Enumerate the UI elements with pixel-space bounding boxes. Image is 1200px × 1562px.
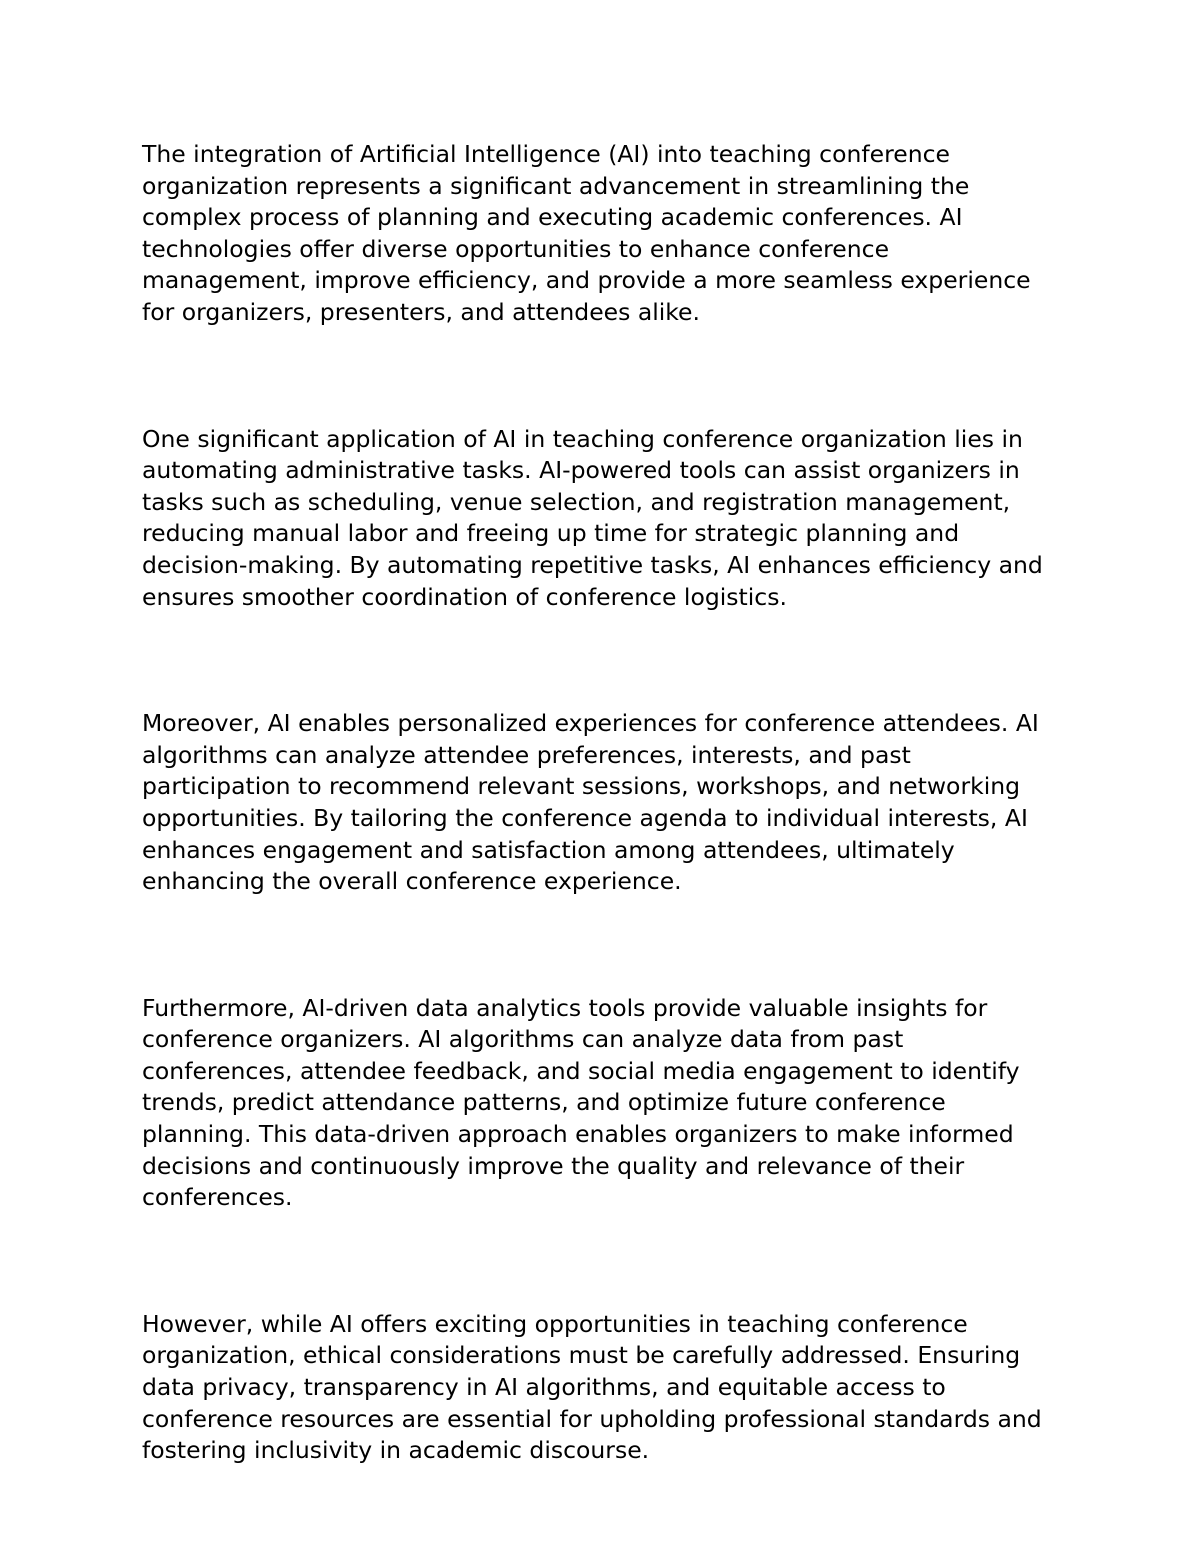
text-line: Moreover, AI enables personalized experiences for conference attendees. AI xyxy=(142,709,1039,738)
paragraph-analytics xyxy=(142,993,1082,1214)
text-line: complex process of planning and executing academic conferences. AI xyxy=(142,203,963,232)
text-line: Furthermore, AI-driven data analytics tools provide valuable insights for xyxy=(142,993,988,1022)
text-line: automating administrative tasks. AI-powered tools can assist organizers in xyxy=(142,456,1020,485)
text-line: data privacy, transparency in AI algorithms, and equitable access to xyxy=(142,1373,946,1402)
paragraph-ethics xyxy=(142,1309,1082,1467)
text-line: One significant application of AI in teaching conference organization lies in xyxy=(142,424,1023,453)
document-body xyxy=(142,139,1082,1562)
text-line: technologies offer diverse opportunities to enhance conference xyxy=(142,234,890,263)
text-line: organization represents a significant advancement in streamlining the xyxy=(142,171,970,200)
text-line: conferences. xyxy=(142,1183,293,1212)
text-line: tasks such as scheduling, venue selection, and registration management, xyxy=(142,487,1011,516)
text-line: management, improve efficiency, and provide a more seamless experience xyxy=(142,266,1031,295)
text-line: enhancing the overall conference experience. xyxy=(142,867,682,896)
text-line: fostering inclusivity in academic discourse. xyxy=(142,1436,650,1465)
text-line: algorithms can analyze attendee preferences, interests, and past xyxy=(142,740,911,769)
text-line: decision-making. By automating repetitive tasks, AI enhances efficiency and xyxy=(142,550,1043,579)
text-line: trends, predict attendance patterns, and optimize future conference xyxy=(142,1088,946,1117)
paragraph-automation xyxy=(142,424,1082,614)
text-line: However, while AI offers exciting opportunities in teaching conference xyxy=(142,1309,968,1338)
paragraph-personalization xyxy=(142,708,1082,898)
text-line: planning. This data-driven approach enables organizers to make informed xyxy=(142,1120,1014,1149)
paragraph-intro xyxy=(142,139,1082,329)
text-line: conference organizers. AI algorithms can analyze data from past xyxy=(142,1025,904,1054)
text-line: The integration of Artificial Intelligence (AI) into teaching conference xyxy=(142,140,950,168)
text-line: reducing manual labor and freeing up time for strategic planning and xyxy=(142,519,960,548)
text-line: conferences, attendee feedback, and social media engagement to identify xyxy=(142,1056,1020,1085)
text-line: enhances engagement and satisfaction among attendees, ultimately xyxy=(142,835,955,864)
text-line: ensures smoother coordination of conference logistics. xyxy=(142,582,787,611)
text-line: for organizers, presenters, and attendees alike. xyxy=(142,297,700,326)
text-line: opportunities. By tailoring the conference agenda to individual interests, AI xyxy=(142,803,1028,832)
text-line: organization, ethical considerations must be carefully addressed. Ensuring xyxy=(142,1341,1021,1370)
text-line: conference resources are essential for upholding professional standards and xyxy=(142,1404,1042,1433)
text-line: participation to recommend relevant sessions, workshops, and networking xyxy=(142,772,1021,801)
text-line: decisions and continuously improve the quality and relevance of their xyxy=(142,1151,965,1180)
